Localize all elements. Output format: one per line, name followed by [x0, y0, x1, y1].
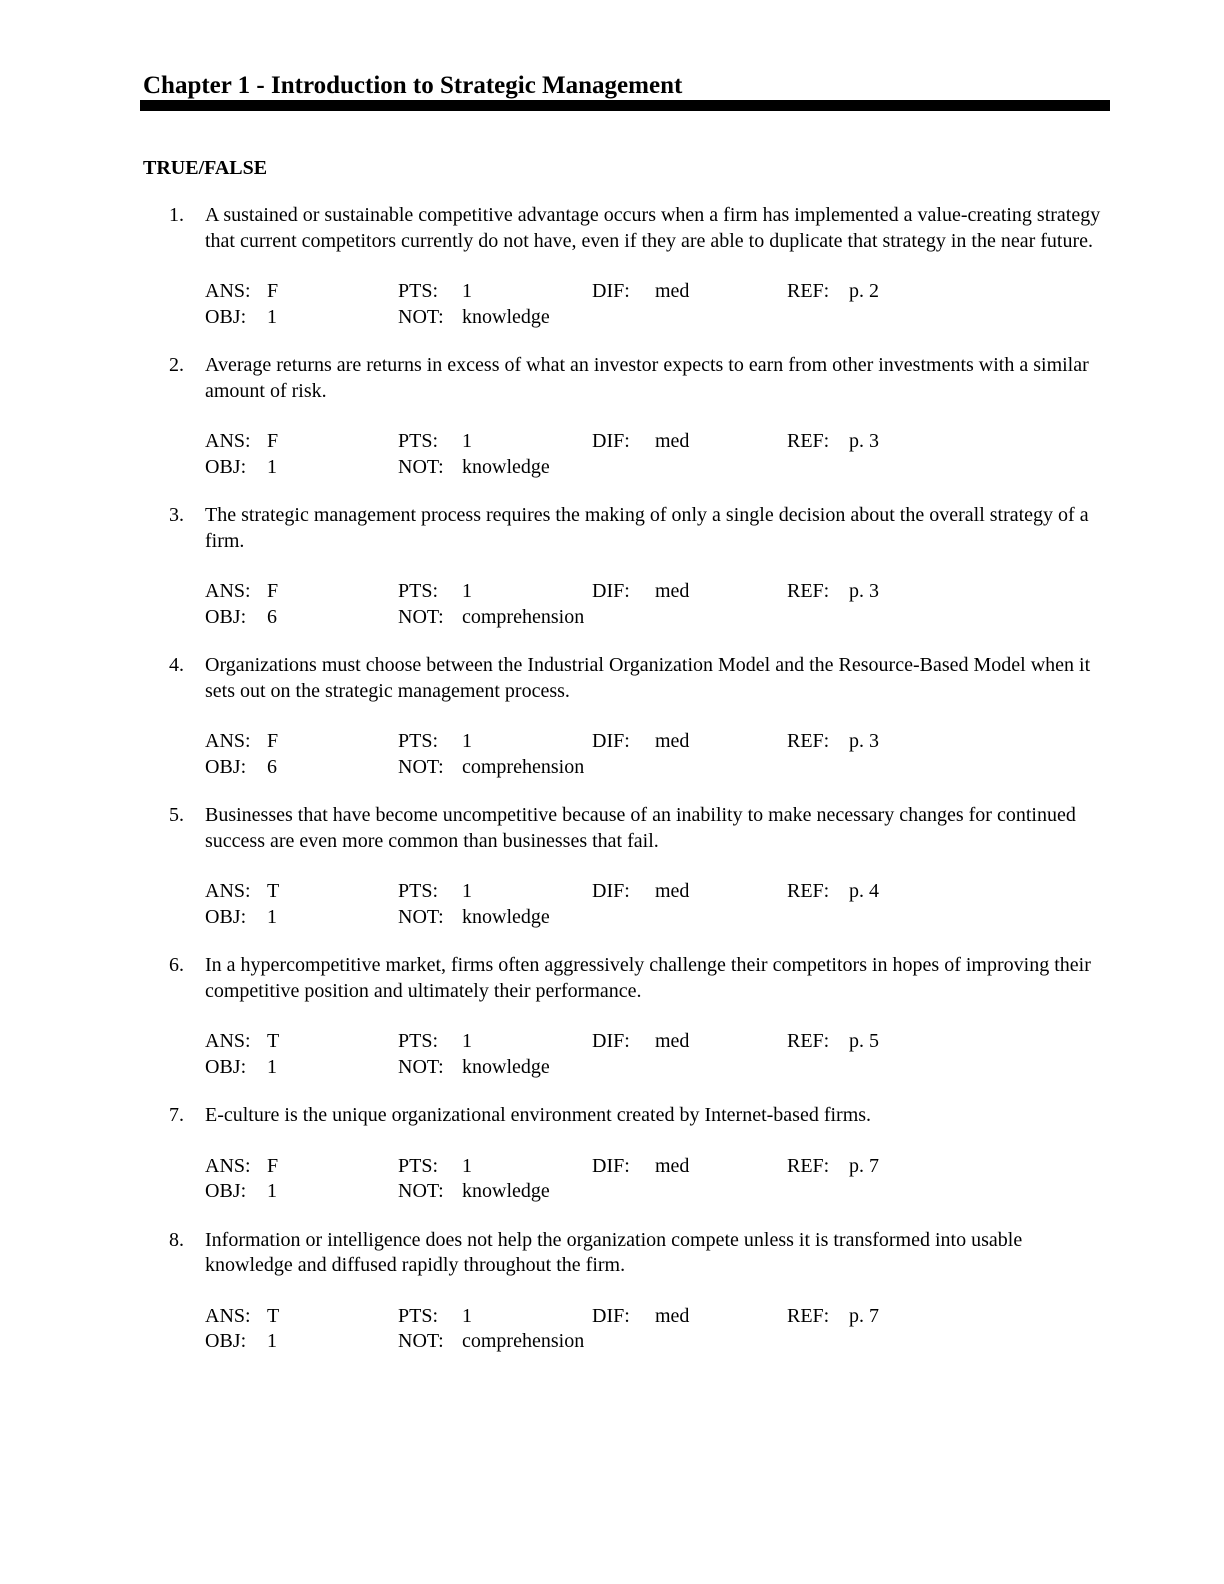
question-item — [0, 503, 1224, 630]
answer-value: F — [267, 1154, 279, 1177]
difficulty-value: med — [655, 1304, 690, 1327]
question-item — [0, 203, 1224, 330]
metadata-row-answer — [205, 729, 1224, 755]
objective-label: OBJ: — [205, 605, 247, 628]
question-number: 7. — [169, 1104, 184, 1126]
question-text: The strategic management process requires the making of only a single decision about the overall strategy of a firm. — [205, 504, 1089, 552]
points-value: 1 — [462, 1304, 472, 1327]
question-metadata — [205, 1154, 1224, 1205]
reference-value: p. 7 — [849, 1304, 879, 1327]
metadata-row-objective — [205, 1055, 1224, 1081]
notes-label: NOT: — [398, 1180, 444, 1202]
question-number: 3. — [169, 504, 184, 526]
points-label: PTS: — [398, 880, 439, 902]
notes-label: NOT: — [398, 455, 444, 478]
difficulty-label: DIF: — [592, 280, 630, 302]
question-number: 4. — [169, 654, 184, 676]
objective-value: 1 — [267, 905, 277, 928]
answer-value: F — [267, 430, 279, 452]
answer-value: T — [267, 1304, 280, 1327]
difficulty-label: DIF: — [592, 1154, 630, 1177]
points-value: 1 — [462, 880, 472, 902]
answer-label: ANS: — [205, 1154, 251, 1177]
difficulty-value: med — [655, 730, 690, 752]
question-metadata — [205, 879, 1224, 930]
objective-label: OBJ: — [205, 305, 247, 328]
points-label: PTS: — [398, 1030, 439, 1052]
notes-value: knowledge — [462, 305, 550, 328]
question-number: 2. — [169, 354, 184, 376]
metadata-row-answer — [205, 579, 1224, 605]
metadata-row-answer — [205, 429, 1224, 455]
question-text: In a hypercompetitive market, firms often aggressively challenge their competitors in hopes of improving their competitive position and ultimately their performance. — [205, 954, 1091, 1002]
question-item — [0, 353, 1224, 480]
answer-value: F — [267, 280, 279, 302]
points-label: PTS: — [398, 730, 439, 752]
objective-label: OBJ: — [205, 905, 247, 928]
metadata-row-objective — [205, 1329, 1224, 1355]
question-metadata — [205, 279, 1224, 330]
question-item — [0, 1228, 1224, 1355]
objective-label: OBJ: — [205, 455, 247, 478]
question-number: 8. — [169, 1228, 184, 1251]
metadata-row-objective — [205, 605, 1224, 631]
answer-value: T — [267, 1030, 280, 1052]
answer-value: T — [267, 880, 280, 902]
metadata-row-objective — [205, 1179, 1224, 1205]
objective-value: 6 — [267, 755, 277, 778]
notes-value: knowledge — [462, 905, 550, 928]
reference-label: REF: — [787, 430, 830, 452]
reference-value: p. 2 — [849, 280, 879, 302]
points-value: 1 — [462, 1154, 472, 1177]
objective-label: OBJ: — [205, 755, 247, 778]
objective-value: 1 — [267, 1180, 277, 1202]
metadata-row-objective — [205, 455, 1224, 481]
reference-label: REF: — [787, 1030, 830, 1052]
difficulty-label: DIF: — [592, 730, 630, 752]
answer-label: ANS: — [205, 1030, 251, 1052]
answer-label: ANS: — [205, 280, 251, 302]
metadata-row-answer — [205, 879, 1224, 905]
points-label: PTS: — [398, 1154, 439, 1177]
objective-label: OBJ: — [205, 1330, 247, 1352]
section-heading: TRUE/FALSE — [143, 157, 268, 179]
question-item — [0, 1103, 1224, 1205]
reference-label: REF: — [787, 1154, 830, 1177]
notes-value: comprehension — [462, 755, 585, 778]
notes-value: knowledge — [462, 1180, 550, 1202]
points-label: PTS: — [398, 280, 439, 302]
question-item — [0, 653, 1224, 780]
notes-label: NOT: — [398, 305, 444, 328]
objective-label: OBJ: — [205, 1055, 247, 1078]
reference-value: p. 3 — [849, 580, 879, 602]
metadata-row-answer — [205, 1304, 1224, 1330]
answer-value: F — [267, 580, 279, 602]
difficulty-value: med — [655, 1154, 690, 1177]
notes-label: NOT: — [398, 755, 444, 778]
reference-label: REF: — [787, 580, 830, 602]
difficulty-label: DIF: — [592, 1304, 630, 1327]
question-metadata — [205, 729, 1224, 780]
question-metadata — [205, 579, 1224, 630]
difficulty-value: med — [655, 1030, 690, 1052]
objective-value: 1 — [267, 305, 277, 328]
points-value: 1 — [462, 280, 472, 302]
reference-label: REF: — [787, 280, 830, 302]
question-text: Businesses that have become uncompetitive because of an inability to make necessary changes for continued success are even more common than businesses that fail. — [205, 804, 1076, 852]
notes-value: knowledge — [462, 1055, 550, 1078]
reference-label: REF: — [787, 880, 830, 902]
answer-label: ANS: — [205, 730, 251, 752]
difficulty-label: DIF: — [592, 430, 630, 452]
answer-label: ANS: — [205, 1304, 251, 1327]
metadata-row-objective — [205, 905, 1224, 931]
answer-value: F — [267, 730, 279, 752]
points-label: PTS: — [398, 580, 439, 602]
question-text: A sustained or sustainable competitive advantage occurs when a firm has implemented a value-creating strategy that current competitors currently do not have, even if they are able to duplicate that strategy in the near future. — [205, 204, 1101, 252]
objective-value: 1 — [267, 1330, 277, 1352]
difficulty-value: med — [655, 430, 690, 452]
reference-label: REF: — [787, 1304, 830, 1327]
objective-value: 1 — [267, 1055, 277, 1078]
reference-value: p. 7 — [849, 1154, 879, 1177]
points-label: PTS: — [398, 1304, 439, 1327]
difficulty-value: med — [655, 280, 690, 302]
difficulty-label: DIF: — [592, 580, 630, 602]
difficulty-label: DIF: — [592, 1030, 630, 1052]
notes-label: NOT: — [398, 1055, 444, 1078]
notes-label: NOT: — [398, 1330, 444, 1352]
question-text: Information or intelligence does not help the organization compete unless it is transformed into usable knowledge and diffused rapidly throughout the firm. — [205, 1228, 1023, 1276]
question-text: Organizations must choose between the Industrial Organization Model and the Resource-Based Model when it sets out on the strategic management process. — [205, 654, 1091, 702]
reference-value: p. 3 — [849, 730, 879, 752]
answer-label: ANS: — [205, 430, 251, 452]
objective-value: 1 — [267, 455, 277, 478]
notes-label: NOT: — [398, 605, 444, 628]
objective-label: OBJ: — [205, 1180, 247, 1202]
notes-value: comprehension — [462, 605, 585, 628]
objective-value: 6 — [267, 605, 277, 628]
difficulty-value: med — [655, 880, 690, 902]
question-metadata — [205, 1029, 1224, 1080]
metadata-row-objective — [205, 755, 1224, 781]
answer-label: ANS: — [205, 580, 251, 602]
question-metadata — [205, 429, 1224, 480]
chapter-title: Chapter 1 - Introduction to Strategic Management — [143, 72, 683, 99]
question-item — [0, 803, 1224, 930]
notes-value: comprehension — [462, 1330, 585, 1352]
reference-label: REF: — [787, 730, 830, 752]
reference-value: p. 5 — [849, 1030, 879, 1052]
question-number: 5. — [169, 804, 184, 826]
points-value: 1 — [462, 580, 472, 602]
question-list — [0, 203, 1224, 1378]
points-value: 1 — [462, 430, 472, 452]
question-metadata — [205, 1304, 1224, 1355]
reference-value: p. 3 — [849, 430, 879, 452]
question-item — [0, 953, 1224, 1080]
difficulty-label: DIF: — [592, 880, 630, 902]
metadata-row-answer — [205, 1029, 1224, 1055]
difficulty-value: med — [655, 580, 690, 602]
question-number: 1. — [169, 204, 184, 226]
metadata-row-objective — [205, 305, 1224, 331]
notes-value: knowledge — [462, 455, 550, 478]
question-text: Average returns are returns in excess of what an investor expects to earn from other investments with a similar amount of risk. — [205, 354, 1089, 402]
question-number: 6. — [169, 954, 184, 976]
points-label: PTS: — [398, 430, 439, 452]
notes-label: NOT: — [398, 905, 444, 928]
metadata-row-answer — [205, 279, 1224, 305]
title-rule — [140, 100, 1110, 111]
reference-value: p. 4 — [849, 880, 879, 902]
points-value: 1 — [462, 730, 472, 752]
question-text: E-culture is the unique organizational environment created by Internet-based firms. — [205, 1104, 872, 1126]
metadata-row-answer — [205, 1154, 1224, 1180]
answer-label: ANS: — [205, 880, 251, 902]
points-value: 1 — [462, 1030, 472, 1052]
